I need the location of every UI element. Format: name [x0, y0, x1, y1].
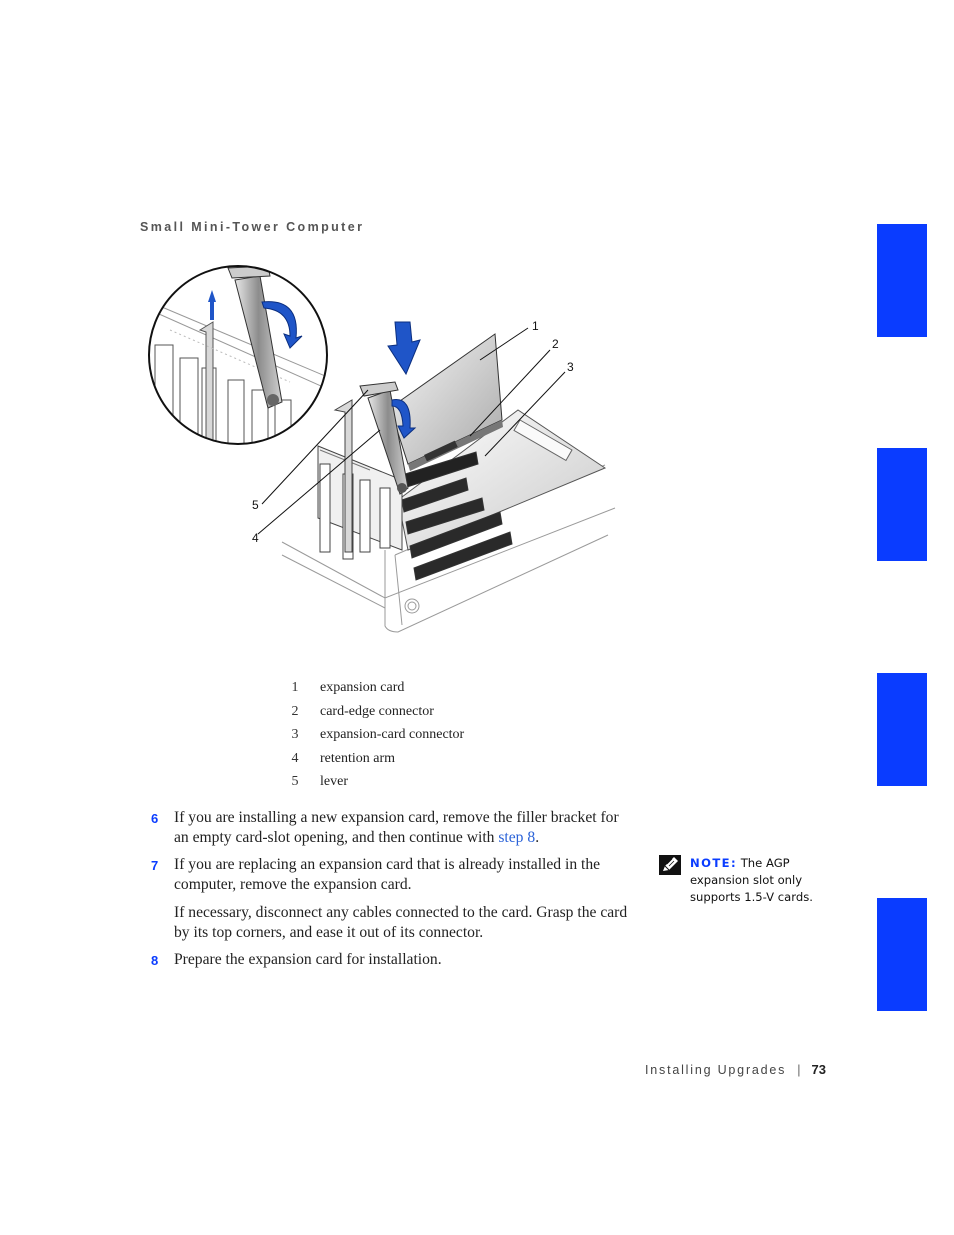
callout-2: 2 — [552, 337, 559, 351]
down-arrow-icon — [388, 322, 420, 374]
zoom-inset — [149, 266, 330, 470]
page-footer — [645, 1062, 826, 1077]
step-8 — [150, 950, 635, 970]
section-heading: Small Mini-Tower Computer — [140, 220, 365, 234]
callout-4: 4 — [252, 531, 259, 545]
page-number: 73 — [811, 1062, 826, 1077]
step-text-before: If you are installing a new expansion card, remove the filler bracket for an empty card-slot opening, and then continue with — [174, 809, 619, 846]
legend-number: 4 — [291, 750, 299, 766]
step-text: Prepare the expansion card for installation. — [174, 951, 442, 968]
side-tab — [877, 448, 927, 561]
step-7 — [150, 855, 635, 942]
step-text: If you are replacing an expansion card that is already installed in the computer, remove the expansion card. — [174, 856, 601, 893]
step-text — [174, 808, 635, 847]
callout-1: 1 — [532, 319, 539, 333]
side-tab — [877, 898, 927, 1011]
legend-label: expansion card — [320, 680, 405, 695]
step-number: 6 — [151, 811, 159, 826]
legend-label: retention arm — [320, 750, 396, 766]
side-tab — [877, 673, 927, 786]
note-body: The AGP expansion slot only supports 1.5-V cards. — [690, 856, 813, 904]
footer-chapter-title: Installing Upgrades — [645, 1063, 787, 1077]
note-pencil-icon — [659, 855, 681, 875]
callout-5: 5 — [252, 498, 259, 512]
procedure-steps — [150, 808, 635, 978]
step-number: 8 — [151, 953, 159, 968]
step-text-after: . — [535, 828, 540, 846]
legend-number: 5 — [291, 774, 299, 790]
side-tab — [877, 224, 927, 337]
step-6 — [150, 808, 635, 847]
legend-number: 2 — [291, 703, 299, 719]
legend-number: 1 — [291, 680, 299, 695]
legend-label: lever — [320, 774, 348, 790]
callout-3: 3 — [567, 360, 574, 374]
expansion-card-illustration — [140, 250, 630, 650]
step-followup-text: If necessary, disconnect any cables connected to the card. Grasp the card by its top corners, and ease it out of its connector. — [174, 904, 628, 941]
step-number: 7 — [151, 858, 159, 873]
step-8-link[interactable]: step 8 — [498, 828, 536, 846]
note-text — [690, 855, 840, 906]
note-label: NOTE: — [690, 856, 738, 870]
legend-number: 3 — [291, 727, 299, 743]
footer-separator: | — [797, 1063, 801, 1077]
legend-label: card-edge connector — [320, 703, 434, 719]
legend-label: expansion-card connector — [320, 727, 465, 743]
